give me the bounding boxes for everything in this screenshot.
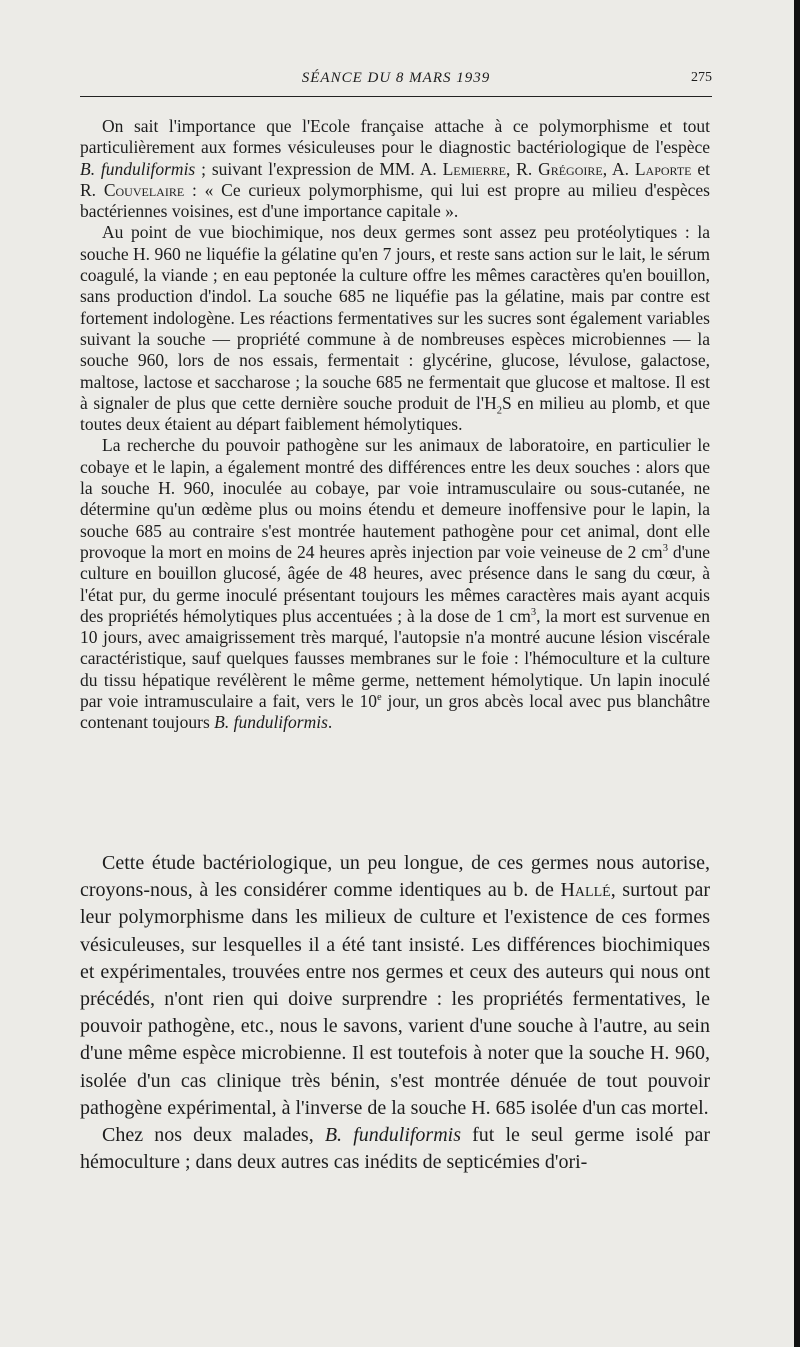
species-name: B. funduliformis <box>214 712 328 733</box>
paragraph-polymorphism: On sait l'importance que l'Ecole française attache à ce polymorphisme et tout particulièrement aux formes vésiculeuses pour le diagnostic bactériologique de l'espèce B. funduliformis ; suivant l'expression de MM. A. Lemierre, R. Grégoire, A. Laporte et R. Couvelaire : « Ce curieux polymorphisme, qui lui est propre au milieu d'espèces bactériennes voisines, est d'une importance capitale ». <box>80 116 710 222</box>
small-print-section <box>80 116 710 734</box>
paragraph-conclusion: Cette étude bactériologique, un peu longue, de ces germes nous autorise, croyons-nous, à les considérer comme identiques au b. de Hallé, surtout par leur polymorphisme dans les milieux de culture et l'existence de ces formes vésiculeuses, sur lesquelles il a été tant insisté. Les différences biochimiques et expérimentales, trouvées entre nos germes et ceux des auteurs qui nous ont précédés, n'ont rien qui doive surprendre : les propriétés fermentatives, le pouvoir pathogène, etc., nous le savons, varient d'une souche à l'autre, au sein d'une même espèce microbienne. Il est toutefois à noter que la souche H. 960, isolée d'un cas clinique très bénin, s'est montrée dénuée de tout pouvoir pathogène expérimental, à l'inverse de la souche H. 685 isolée d'un cas mortel. <box>80 852 710 1119</box>
running-title: SÉANCE DU 8 MARS 1939 <box>301 70 491 86</box>
main-text-section <box>80 850 710 1176</box>
paragraph-patients: Chez nos deux malades, B. funduliformis fut le seul germe isolé par hémoculture ; dans deux autres cas inédits de septicémies d'ori- <box>80 1124 710 1174</box>
species-name: B. funduliformis <box>324 1124 461 1147</box>
page-header <box>80 70 712 94</box>
paragraph-pathogenicity: La recherche du pouvoir pathogène sur les animaux de laboratoire, en particulier le cobaye et le lapin, a également montré des différences entre les deux souches : alors que la souche H. 960, inoculée au cobaye, par voie intramusculaire ou sous-cutanée, ne détermine qu'un œdème plus ou moins étendu et demeure inoffensive pour le lapin, la souche 685 au contraire s'est montrée hautement pathogène pour cet animal, dont elle provoque la mort en moins de 24 heures après injection par voie veineuse de 2 $cm^3$ d'une culture en bouillon glucosé, âgée de 48 heures, avec présence dans le sang du cœur, à l'état pur, du germe inoculé présentant toujours les mêmes caractères mais ayant acquis des propriétés hémolytiques plus accentuées ; à la dose de 1 $cm^3$, la mort est survenue en 10 jours, avec amaigrissement très marqué, l'autopsie n'a montré aucune lésion viscérale caractéristique, sauf quelques fausses membranes sur le foie : l'hémoculture et la culture du tissu hépatique revélèrent le même germe, nettement hémolytique. Un lapin inoculé par voie intramusculaire a fait, vers le 10e jour, un gros abcès local avec pus blanchâtre contenant toujours B. funduliformis. <box>80 435 711 733</box>
author-name: Grégoire <box>538 158 603 179</box>
author-name: Laporte <box>634 158 692 179</box>
author-name: Hallé <box>560 879 611 902</box>
page-number: 275 <box>691 70 712 85</box>
author-name: Lemierre <box>442 158 506 179</box>
author-name: Couvelaire <box>103 179 185 200</box>
species-name: B. funduliformis <box>80 158 196 179</box>
scan-edge <box>794 0 800 1347</box>
paragraph-biochemistry: Au point de vue biochimique, nos deux germes sont assez peu protéolytiques : la souche H. 960 ne liquéfie la gélatine qu'en 7 jours, et reste sans action sur le lait, le sérum coagulé, la viande ; en eau peptonée la culture offre les mêmes caractères qu'en bouillon, sans production d'indol. La souche 685 ne liquéfie pas la gélatine, mais par contre est fortement indologène. Les réactions fermentatives sur les sucres sont également variables suivant la souche — propriété commune à de nombreuses espèces microbiennes — la souche 960, lors de nos essais, fermentait : glycérine, glucose, lévulose, galactose, maltose, lactose et saccharose ; la souche 685 ne fermentait que glucose et maltose. Il est à signaler de plus que cette dernière souche produit de $l'H_2S$ en milieu au plomb, et que toutes deux étaient au départ faiblement hémolytiques. <box>80 222 710 435</box>
header-rule <box>80 96 712 97</box>
